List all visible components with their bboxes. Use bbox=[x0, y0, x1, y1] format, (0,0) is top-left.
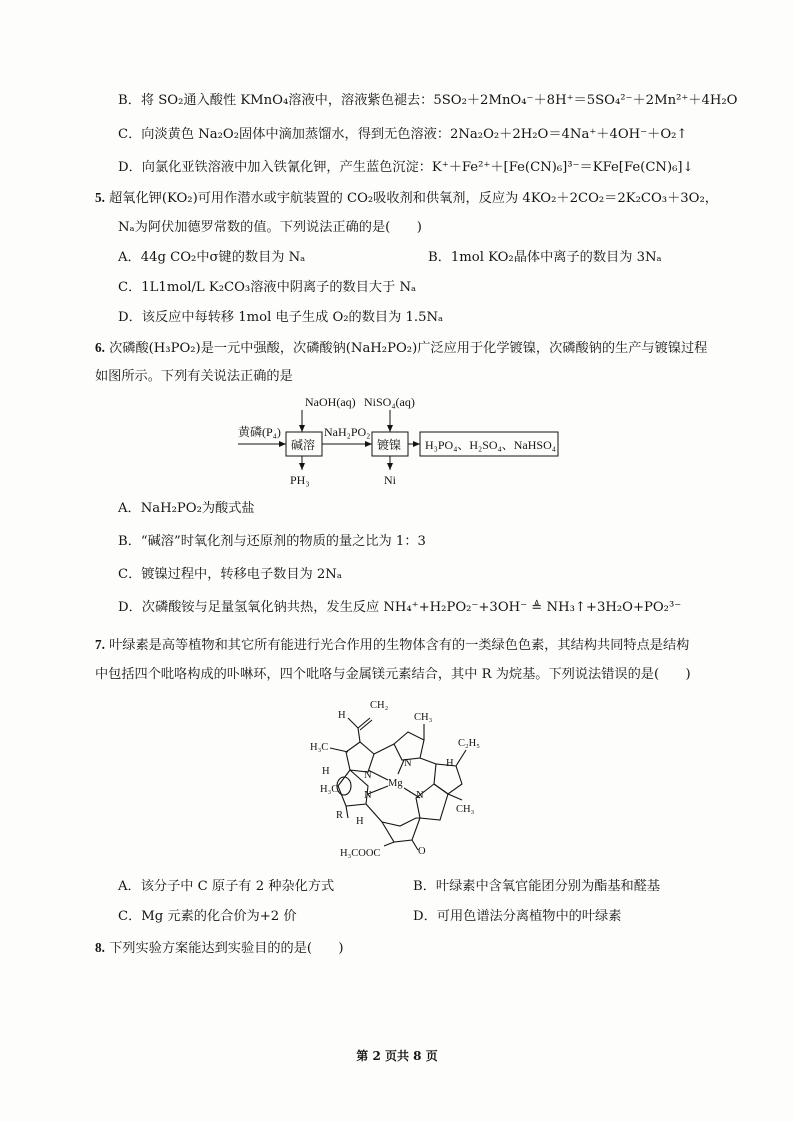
q4-option-d: D．向氯化亚铁溶液中加入铁氰化钾，产生蓝色沉淀：K⁺＋Fe²⁺＋[Fe(CN)₆]³⁻＝KFe[Fe(CN)₆]↓ bbox=[118, 160, 694, 175]
label-n2: N bbox=[404, 758, 412, 769]
q7-option-c: C．Mg 元素的化合价为+2 价 bbox=[118, 909, 297, 924]
circled-carbon bbox=[337, 777, 351, 795]
q5-option-d: D．该反应中每转移 1mol 电子生成 O₂的数目为 1.5Nₐ bbox=[118, 310, 444, 325]
bond-ch3-right bbox=[448, 794, 462, 800]
bond-c2h5 bbox=[456, 750, 466, 766]
flow-box-plating-label: 镀镍 bbox=[377, 438, 402, 452]
flow-mid-nah2po2: NaH₂PO₂ bbox=[324, 425, 371, 439]
q6-stem-line2: 如图所示。下列有关说法正确的是 bbox=[95, 369, 293, 384]
q5-option-b: B．1mol KO₂晶体中离子的数目为 3Nₐ bbox=[428, 250, 662, 265]
q5-number: 5. bbox=[95, 190, 105, 205]
q7-stem-text: 叶绿素是高等植物和其它所有能进行光合作用的生物体含有的一类绿色色素，其结构共同特点是结构 bbox=[109, 638, 690, 653]
flow-reagent-naoh: NaOH(aq) bbox=[305, 395, 356, 409]
label-h-left: H bbox=[322, 766, 330, 777]
q5-option-c: C．1L1mol/L K₂CO₃溶液中阴离子的数目大于 Nₐ bbox=[118, 280, 417, 295]
label-h-bottom: H bbox=[356, 816, 364, 827]
page-footer: 第 2 页共 8 页 bbox=[356, 1049, 438, 1063]
bond-meso-2 bbox=[420, 758, 436, 764]
q5-stem-line2: Nₐ为阿伏加德罗常数的值。下列说法正确的是( ) bbox=[118, 220, 422, 235]
q7-option-d: D．可用色谱法分离植物中的叶绿素 bbox=[413, 909, 622, 924]
q7-number: 7. bbox=[95, 637, 105, 652]
flow-out-ph3: PH₃ bbox=[290, 473, 310, 487]
bond-bottom-1 bbox=[366, 804, 382, 822]
q6-stem-text: 次磷酸(H₃PO₂)是一元中强酸，次磷酸钠(NaH₂PO₂)广泛应用于化学镀镍，次磷酸钠的生产与镀镍过程 bbox=[109, 341, 708, 356]
bond-r bbox=[346, 806, 348, 818]
label-n1: N bbox=[364, 770, 372, 781]
label-n4: N bbox=[364, 790, 372, 801]
label-c2h5: C₂H₅ bbox=[458, 738, 480, 749]
label-h3c-low: H₃C bbox=[320, 784, 339, 795]
q8-number: 8. bbox=[95, 940, 105, 955]
bond-ch3-left bbox=[330, 748, 348, 752]
bond-vinyl-1 bbox=[348, 718, 358, 728]
q7-option-a: A．该分子中 C 原子有 2 种杂化方式 bbox=[118, 879, 335, 894]
q6-option-d: D．次磷酸铵与足量氢氧化钠共热，发生反应 NH₄⁺+H₂PO₂⁻+3OH⁻ ≜ NH₃↑+3H₂O+PO₂³⁻ bbox=[118, 600, 682, 615]
q6-stem-line1 bbox=[95, 339, 707, 358]
label-h3c-left: H₃C bbox=[310, 742, 329, 753]
q6-flow-diagram bbox=[232, 392, 572, 488]
q6-option-c: C．镀镍过程中，转移电子数目为 2Nₐ bbox=[118, 567, 342, 582]
ring-5 bbox=[382, 818, 420, 842]
flow-out-ni: Ni bbox=[384, 473, 396, 487]
chlorophyll-structure bbox=[308, 694, 508, 866]
bond-meso-1 bbox=[374, 744, 394, 754]
ring-2 bbox=[394, 732, 424, 760]
q5-stem-text: 超氧化钾(KO₂)可用作潜水或宇航装置的 CO₂吸收剂和供氧剂，反应为 4KO₂＋2CO₂＝2K₂CO₃＋3O₂， bbox=[109, 191, 718, 206]
flow-products: H₃PO₄、H₂SO₄、NaHSO₄ bbox=[425, 438, 556, 452]
q6-number: 6. bbox=[95, 340, 105, 355]
q7-stem-line2: 中包括四个吡咯构成的卟啉环，四个吡咯与金属镁元素结合，其中 R 为烷基。下列说法错误的是( ) bbox=[95, 667, 691, 682]
label-ch2: CH₂ bbox=[370, 700, 389, 711]
q8-stem-text: 下列实验方案能达到实验目的的是( ) bbox=[109, 941, 344, 956]
q6-option-b: B．“碱溶”时氧化剂与还原剂的物质的量之比为 1：3 bbox=[118, 534, 426, 549]
label-n3: N bbox=[416, 790, 424, 801]
q7-option-b: B．叶绿素中含氧官能团分别为酯基和醛基 bbox=[413, 879, 661, 894]
flow-box-dissolve-label: 碱溶 bbox=[291, 438, 316, 452]
label-h-vinyl: H bbox=[338, 710, 346, 721]
label-r: R bbox=[336, 810, 344, 821]
q5-stem-line1 bbox=[95, 189, 718, 208]
bond-vinyl-4 bbox=[358, 728, 360, 742]
q8-stem bbox=[95, 939, 344, 958]
label-ch3-right: CH₃ bbox=[456, 804, 475, 815]
label-ch3-top: CH₃ bbox=[414, 712, 433, 723]
label-o: O bbox=[418, 846, 426, 857]
label-mg: Mg bbox=[388, 778, 403, 789]
q7-stem-line1 bbox=[95, 636, 689, 655]
label-ester: H₃COOC bbox=[340, 848, 381, 859]
q6-option-a: A．NaH₂PO₂为酸式盐 bbox=[118, 501, 255, 516]
flow-reagent-niso4: NiSO₄(aq) bbox=[364, 395, 415, 409]
q4-option-b: B．将 SO₂通入酸性 KMnO₄溶液中，溶液紫色褪去：5SO₂＋2MnO₄⁻＋8H⁺＝5SO₄²⁻＋2Mn²⁺＋4H₂O bbox=[118, 93, 738, 108]
flow-input-p4: 黄磷(P₄) bbox=[238, 425, 281, 439]
bond-ester bbox=[384, 842, 394, 846]
label-h-right: H bbox=[446, 758, 454, 769]
q5-option-a: A．44g CO₂中σ键的数目为 Nₐ bbox=[118, 250, 306, 265]
q4-option-c: C．向淡黄色 Na₂O₂固体中滴加蒸馏水，得到无色溶液：2Na₂O₂＋2H₂O＝4Na⁺＋4OH⁻＋O₂↑ bbox=[118, 127, 688, 142]
ring-1 bbox=[346, 742, 374, 772]
